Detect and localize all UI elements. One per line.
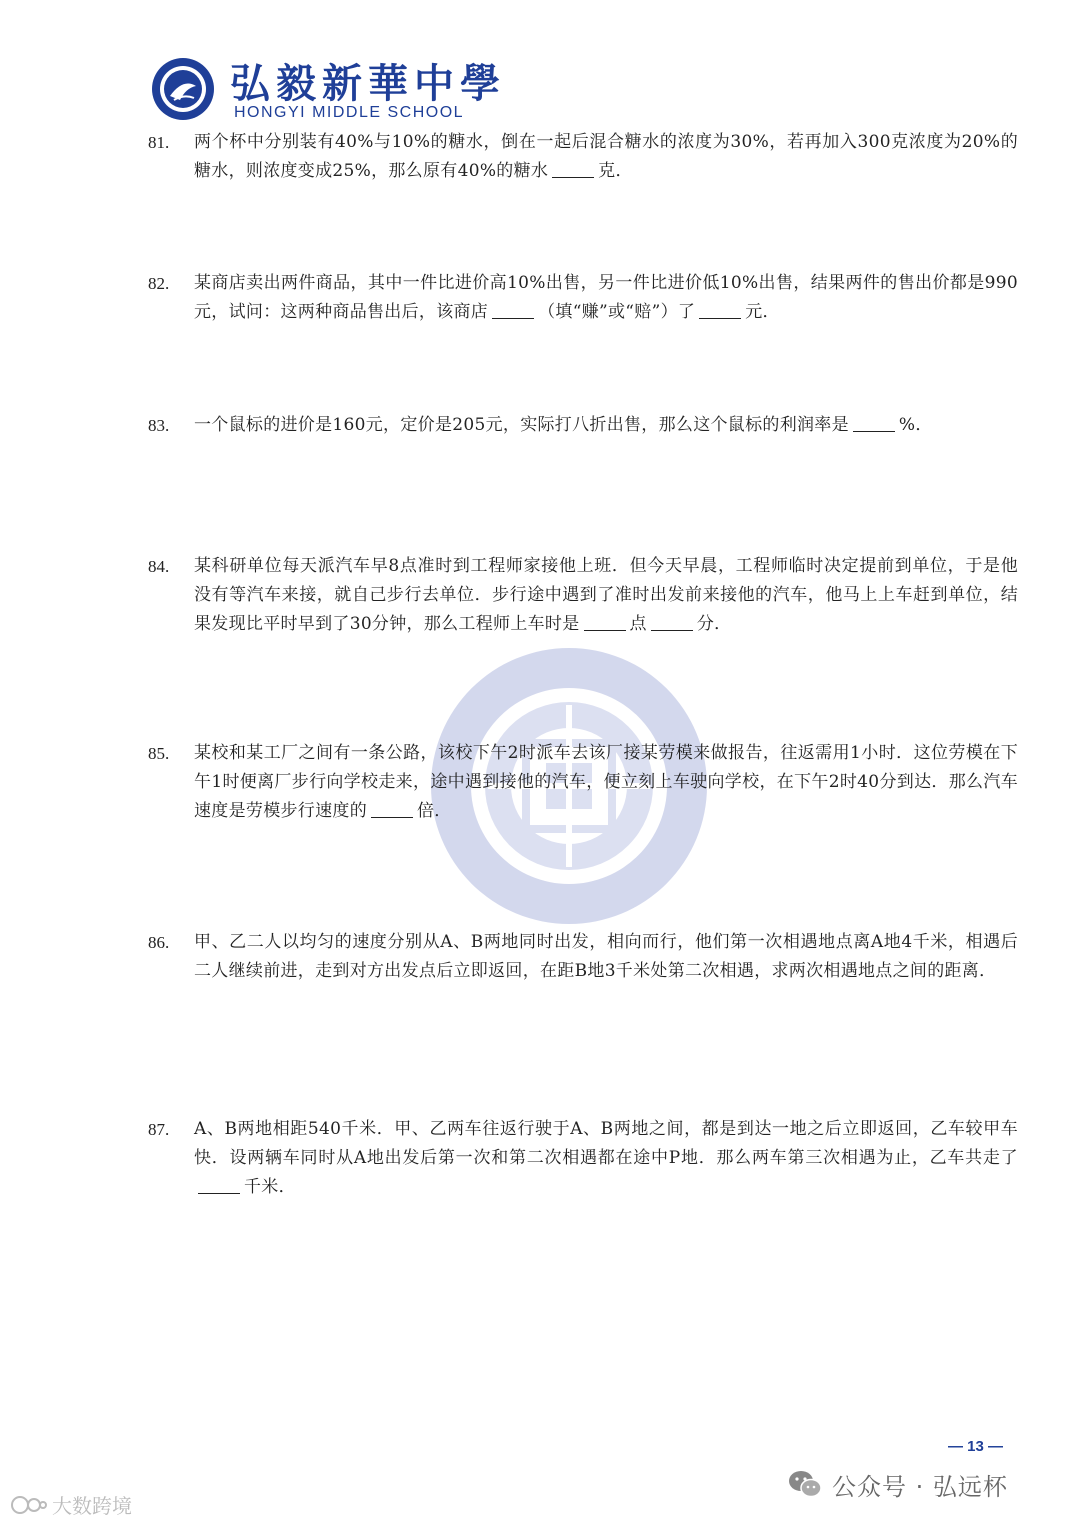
question-number: 84. [148,557,170,576]
answer-blank[interactable] [552,159,594,178]
page-number: — 13 — [948,1438,1004,1455]
answer-blank[interactable] [198,1175,240,1194]
wechat-account-label [788,1464,1008,1504]
school-seal-icon [150,56,216,122]
question-number: 87. [148,1120,170,1139]
answer-blank[interactable] [651,612,693,631]
school-name-cn: 弘毅新華中學 [230,60,506,107]
question-86 [148,928,1018,986]
question-87 [148,1115,1018,1202]
question-text: A、B两地相距540千米．甲、乙两车往返行驶于A、B两地之间，都是到达一地之后立即返回，乙车较甲车快．设两辆车同时从A地出发后第一次和第二次相遇都在途中P地．那么两车第三次相遇为止，乙车共走了千米． [194,1119,1018,1197]
answer-blank[interactable] [492,300,534,319]
question-82 [148,269,1018,327]
question-84 [148,552,1018,639]
question-text: 某校和某工厂之间有一条公路，该校下午2时派车去该厂接某劳模来做报告，往返需用1小时．这位劳模在下午1时便离厂步行向学校走来，途中遇到接他的汽车，便立刻上车驶向学校，在下午2时40分到达．那么汽车速度是劳模步行速度的 倍． [194,743,1018,821]
wechat-text: 公众号 · 弘远杯 [832,1472,1008,1501]
question-text: 某商店卖出两件商品，其中一件比进价高10%出售，另一件比进价低10%出售，结果两件的售出价都是990元，试问：这两种商品售出后，该商店 （填“赚”或“赔”）了 元． [194,273,1018,322]
question-text: 甲、乙二人以均匀的速度分别从A、B两地同时出发，相向而行，他们第一次相遇地点离A地4千米，相遇后二人继续前进，走到对方出发点后立即返回，在距B地3千米处第二次相遇，求两次相遇地点之间的距离． [194,932,1018,981]
question-number: 82. [148,274,170,293]
answer-blank[interactable] [371,799,413,818]
question-number: 83. [148,416,170,435]
question-number: 86. [148,933,170,952]
corner-text: 大数跨境 [52,1494,132,1518]
question-text: 一个鼠标的进价是160元，定价是205元，实际打八折出售，那么这个鼠标的利润率是 %． [194,415,933,435]
question-85 [148,739,1018,826]
question-81 [148,128,1018,186]
question-text: 两个杯中分别装有40%与10%的糖水，倒在一起后混合糖水的浓度为30%，若再加入300克浓度为20%的糖水，则浓度变成25%，那么原有40%的糖水 克． [194,132,1018,181]
school-name-en: HONGYI MIDDLE SCHOOL [234,104,465,121]
answer-blank[interactable] [699,300,741,319]
question-83 [148,411,1018,440]
question-text: 某科研单位每天派汽车早8点准时到工程师家接他上班．但今天早晨，工程师临时决定提前到单位，于是他没有等汽车来接，就自己步行去单位．步行途中遇到了准时出发前来接他的汽车，他马上上车赶到单位，结果发现比平时早到了30分钟，那么工程师上车时是 点 分． [194,556,1018,634]
answer-blank[interactable] [584,612,626,631]
corner-watermark [10,1490,132,1519]
answer-blank[interactable] [853,413,895,432]
question-number: 85. [148,744,170,763]
wechat-icon [788,1469,822,1499]
question-number: 81. [148,133,170,152]
weibo-icon [10,1493,48,1517]
